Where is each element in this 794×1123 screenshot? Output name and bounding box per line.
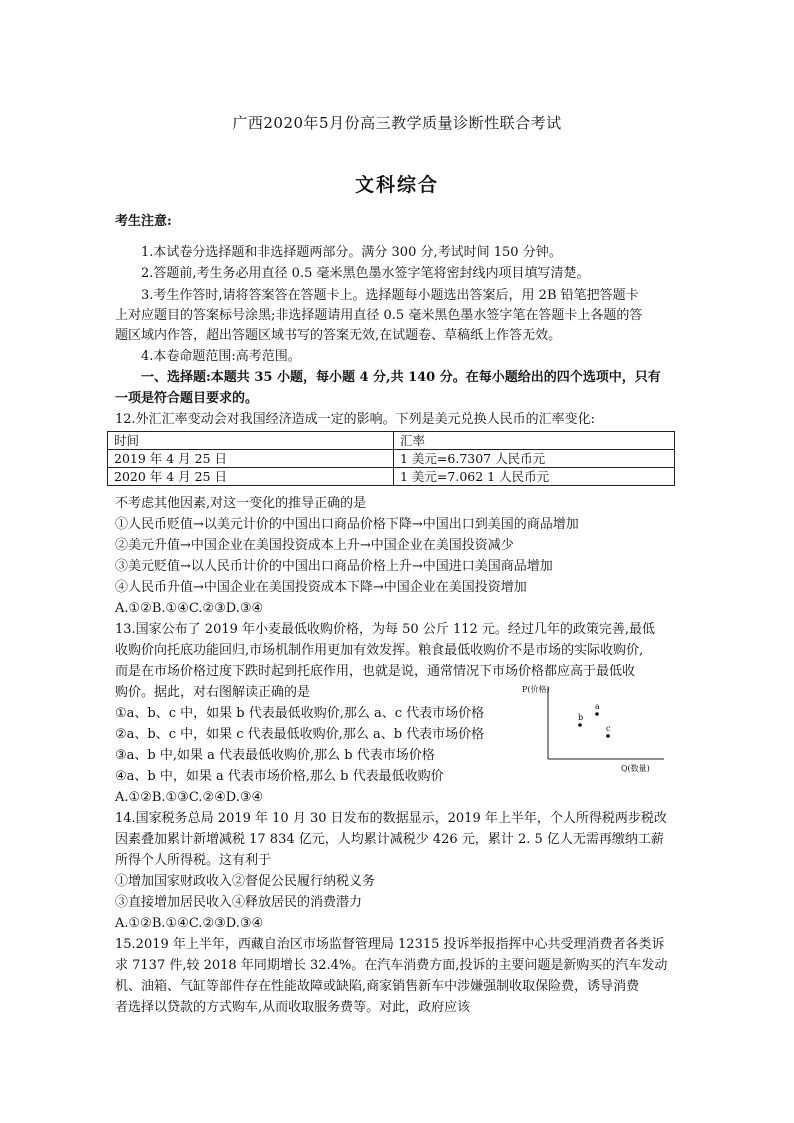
q12-choices: A.①②B.①④C.②③D.③④: [115, 601, 264, 616]
q12-option-2: ②美元升值→中国企业在美国投资成本上升→中国企业在美国投资减少: [115, 538, 514, 553]
q14-option-2: ③直接增加居民收入④释放居民的消费潜力: [115, 895, 363, 910]
table-row: [108, 450, 675, 468]
notice-item-3: 3.考生作答时,请将答案答在答题卡上。选择题每小题选出答案后，用 2B 铅笔把答题卡: [141, 288, 639, 303]
notice-heading: 考生注意:: [115, 214, 172, 229]
q14-stem-line-3: 所得个人所得税。这有利于: [115, 853, 272, 868]
q14-option-1: ①增加国家财政收入②督促公民履行纳税义务: [115, 874, 376, 889]
graph-axes: [518, 683, 668, 775]
subject-title: 文科综合: [354, 174, 439, 196]
q13-option-1: ①a、b、c 中，如果 b 代表最低收购价,那么 a、c 代表市场价格: [115, 706, 485, 721]
q13-option-3: ③a、b 中,如果 a 代表最低收购价,那么 b 代表市场价格: [115, 748, 435, 763]
q13-stem-line-1: 13.国家公布了 2019 年小麦最低收购价格，为每 50 公斤 112 元。经过几年的政策完善,最低: [115, 622, 656, 637]
graph-point-label-c: c: [606, 724, 611, 733]
q13-choices: A.①②B.①③C.②④D.③④: [115, 790, 264, 805]
table-cell-date: 2020 年 4 月 25 日: [108, 468, 394, 486]
notice-item-3-cont2: 题区域内作答，超出答题区域书写的答案无效,在试题卷、草稿纸上作答无效。: [115, 328, 562, 343]
notice-item-3-cont1: 上对应题目的答案标号涂黑;非选择题请用直径 0.5 毫米黑色墨水签字笔在答题卡上各题的答: [115, 308, 643, 323]
q15-stem-line-1: 15.2019 年上半年，西藏自治区市场监督管理局 12315 投诉举报指挥中心共受理消费者各类诉: [115, 937, 665, 952]
table-row: [108, 468, 675, 486]
q13-stem-line-2: 收购价向托底功能回归,市场机制作用更加有效发挥。粮食最低收购价不是市场的实际收购价,: [115, 643, 644, 658]
q15-stem-line-4: 者选择以贷款的方式购车,从而收取服务费等。对此，政府应该: [115, 1000, 471, 1015]
graph-y-label: P(价格): [522, 685, 550, 694]
q12-option-3: ③美元贬值→以人民币计价的中国出口商品价格上升→中国进口美国商品增加: [115, 559, 553, 574]
table-header-rate: 汇率: [394, 432, 675, 450]
q12-option-1: ①人民币贬值→以美元计价的中国出口商品价格下降→中国出口到美国的商品增加: [115, 517, 579, 532]
section-instructions: 一、选择题:本题共 35 小题，每小题 4 分,共 140 分。在每小题给出的四个选项中，只有: [141, 370, 661, 385]
q14-stem-line-1: 14.国家税务总局 2019 年 10 月 30 日发布的数据显示，2019 年上半年，个人所得税两步税改: [115, 811, 667, 826]
q12-prompt: 不考虑其他因素,对这一变化的推导正确的是: [115, 496, 367, 511]
price-quantity-graph: [518, 683, 668, 775]
exchange-rate-table: [107, 431, 675, 486]
table-cell-rate: 1 美元=6.7307 人民币元: [394, 450, 675, 468]
section-instructions-cont: 一项是符合题目要求的。: [115, 391, 259, 406]
q15-stem-line-2: 求 7137 件,较 2018 年同期增长 32.4%。在汽车消费方面,投诉的主要问题是新购买的汽车发动: [115, 958, 668, 973]
exam-title: 广西2020年5月份高三教学质量诊断性联合考试: [232, 114, 562, 132]
table-header-row: [108, 432, 675, 450]
q13-stem-line-3: 而是在市场价格过度下跌时起到托底作用，也就是说，通常情况下市场价格都应高于最低收: [115, 664, 636, 679]
q12-stem: 12.外汇汇率变动会对我国经济造成一定的影响。下列是美元兑换人民币的汇率变化:: [115, 412, 596, 427]
point-b: [578, 723, 582, 727]
notice-item-2: 2.答题前,考生务必用直径 0.5 毫米黑色墨水签字笔将密封线内项目填写清楚。: [141, 266, 590, 281]
q13-option-2: ②a、b、c 中，如果 c 代表最低收购价,那么 a、b 代表市场价格: [115, 727, 485, 742]
graph-x-label: Q(数量): [621, 764, 650, 773]
table-header-time: 时间: [108, 432, 394, 450]
notice-item-4: 4.本卷命题范围:高考范围。: [141, 349, 301, 364]
table-cell-date: 2019 年 4 月 25 日: [108, 450, 394, 468]
q13-stem-line-4: 购价。据此，对右图解读正确的是: [115, 685, 311, 700]
q12-option-4: ④人民币升值→中国企业在美国投资成本下降→中国企业在美国投资增加: [115, 580, 527, 595]
q13-option-4: ④a、b 中，如果 a 代表市场价格,那么 b 代表最低收购价: [115, 769, 444, 784]
graph-point-label-a: a: [595, 702, 600, 711]
q15-stem-line-3: 机、油箱、气缸等部件存在性能故障或缺陷,商家销售新车中涉嫌强制收取保险费，诱导消费: [115, 979, 640, 994]
q14-choices: A.①②B.①④C.②③D.③④: [115, 916, 264, 931]
q14-stem-line-2: 因素叠加累计新增减税 17 834 亿元，人均累计减税少 426 元，累计 2. 5 亿人无需再缴纳工薪: [115, 832, 664, 847]
notice-item-1: 1.本试卷分选择题和非选择题两部分。满分 300 分,考试时间 150 分钟。: [141, 245, 562, 260]
point-c: [606, 734, 610, 738]
graph-point-label-b: b: [578, 713, 584, 722]
point-a: [595, 712, 599, 716]
table-cell-rate: 1 美元=7.062 1 人民币元: [394, 468, 675, 486]
